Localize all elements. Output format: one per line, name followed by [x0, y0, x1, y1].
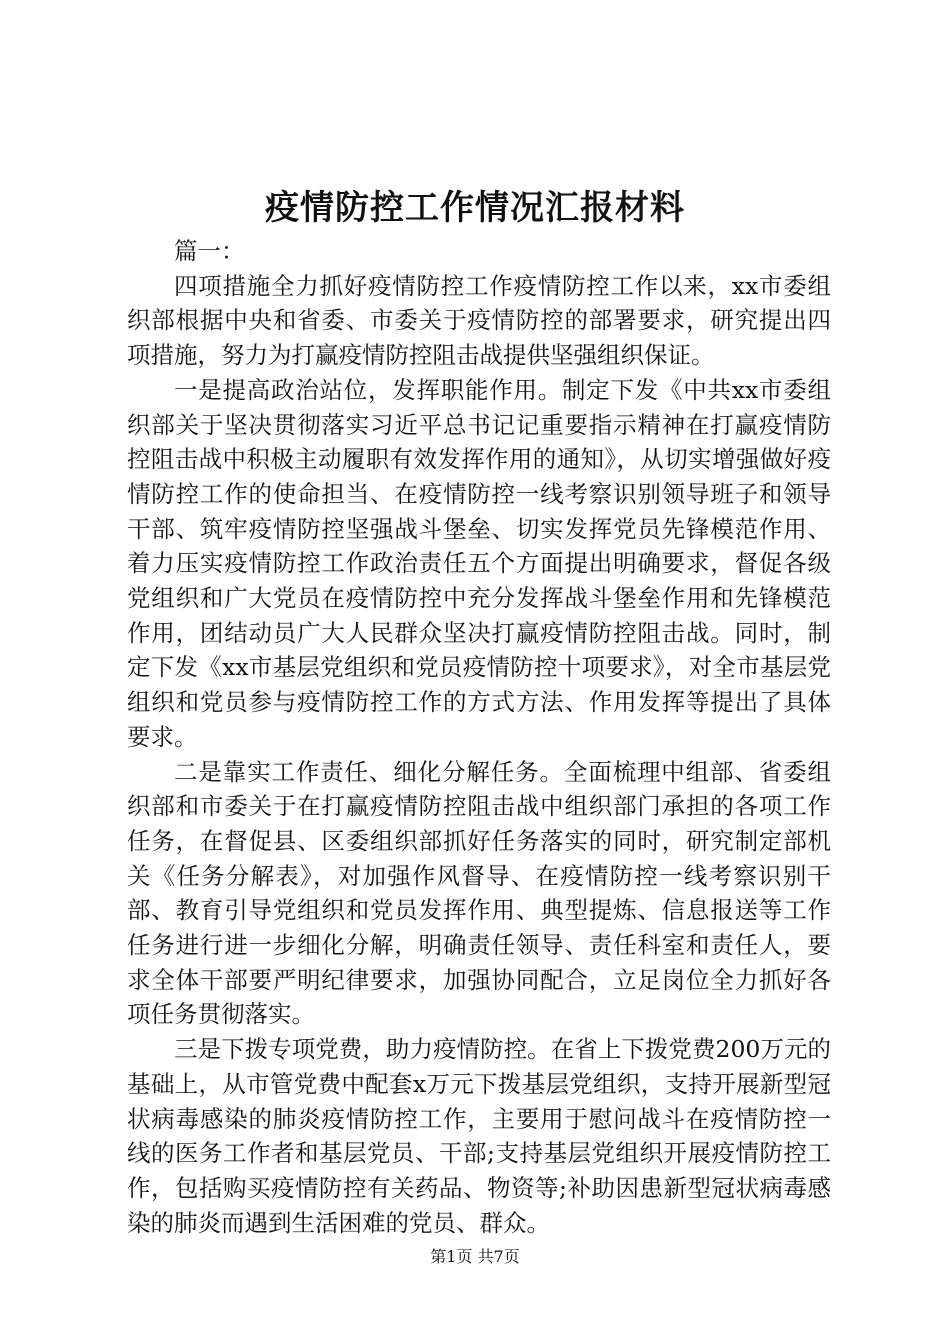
document-title: 疫情防控工作情况汇报材料 — [265, 188, 685, 228]
paragraph-measure-three: 三是下拨专项党费，助力疫情防控。在省上下拨党费200万元的基础上，从市管党费中配套x万元下拨基层党组织，支持开展新型冠状病毒感染的肺炎疫情防控工作，主要用于慰问战斗在疫情防控一线的医务工作者和基层党员、干部;支持基层党组织开展疫情防控工作，包括购买疫情防控有关药品、物资等;补助因患新型冠状病毒感染的肺炎而遇到生活困难的党员、群众。 — [127, 1035, 831, 1237]
paragraph-measure-two: 二是靠实工作责任、细化分解任务。全面梳理中组部、省委组织部和市委关于在打赢疫情防控阻击战中组织部门承担的各项工作任务，在督促县、区委组织部抓好任务落实的同时，研究制定部机关《任务分解表》，对加强作风督导、在疫情防控一线考察识别干部、教育引导党组织和党员发挥作用、典型提炼、信息报送等工作任务进行进一步细化分解，明确责任领导、责任科室和责任人，要求全体干部要严明纪律要求，加强协同配合，立足岗位全力抓好各项任务贯彻落实。 — [127, 757, 831, 1029]
paragraph-measure-one: 一是提高政治站位，发挥职能作用。制定下发《中共xx市委组织部关于坚决贯彻落实习近平总书记记重要指示精神在打赢疫情防控阻击战中积极主动履职有效发挥作用的通知》，从切实增强做好疫情防控工作的使命担当、在疫情防控一线考察识别领导班子和领导干部、筑牢疫情防控坚强战斗堡垒、切实发挥党员先锋模范作用、着力压实疫情防控工作政治责任五个方面提出明确要求，督促各级党组织和广大党员在疫情防控中充分发挥战斗堡垒作用和先锋模范作用，团结动员广大人民群众坚决打赢疫情防控阻击战。同时，制定下发《xx市基层党组织和党员疫情防控十项要求》，对全市基层党组织和党员参与疫情防控工作的方式方法、作用发挥等提出了具体要求。 — [127, 375, 831, 751]
paragraph-intro: 四项措施全力抓好疫情防控工作疫情防控工作以来，xx市委组织部根据中央和省委、市委关于疫情防控的部署要求，研究提出四项措施，努力为打赢疫情防控阻击战提供坚强组织保证。 — [127, 271, 831, 370]
page-number-footer: 第1页 共7页 — [430, 1247, 520, 1266]
section-heading: 篇一： — [174, 237, 245, 265]
document-body — [127, 234, 831, 1240]
